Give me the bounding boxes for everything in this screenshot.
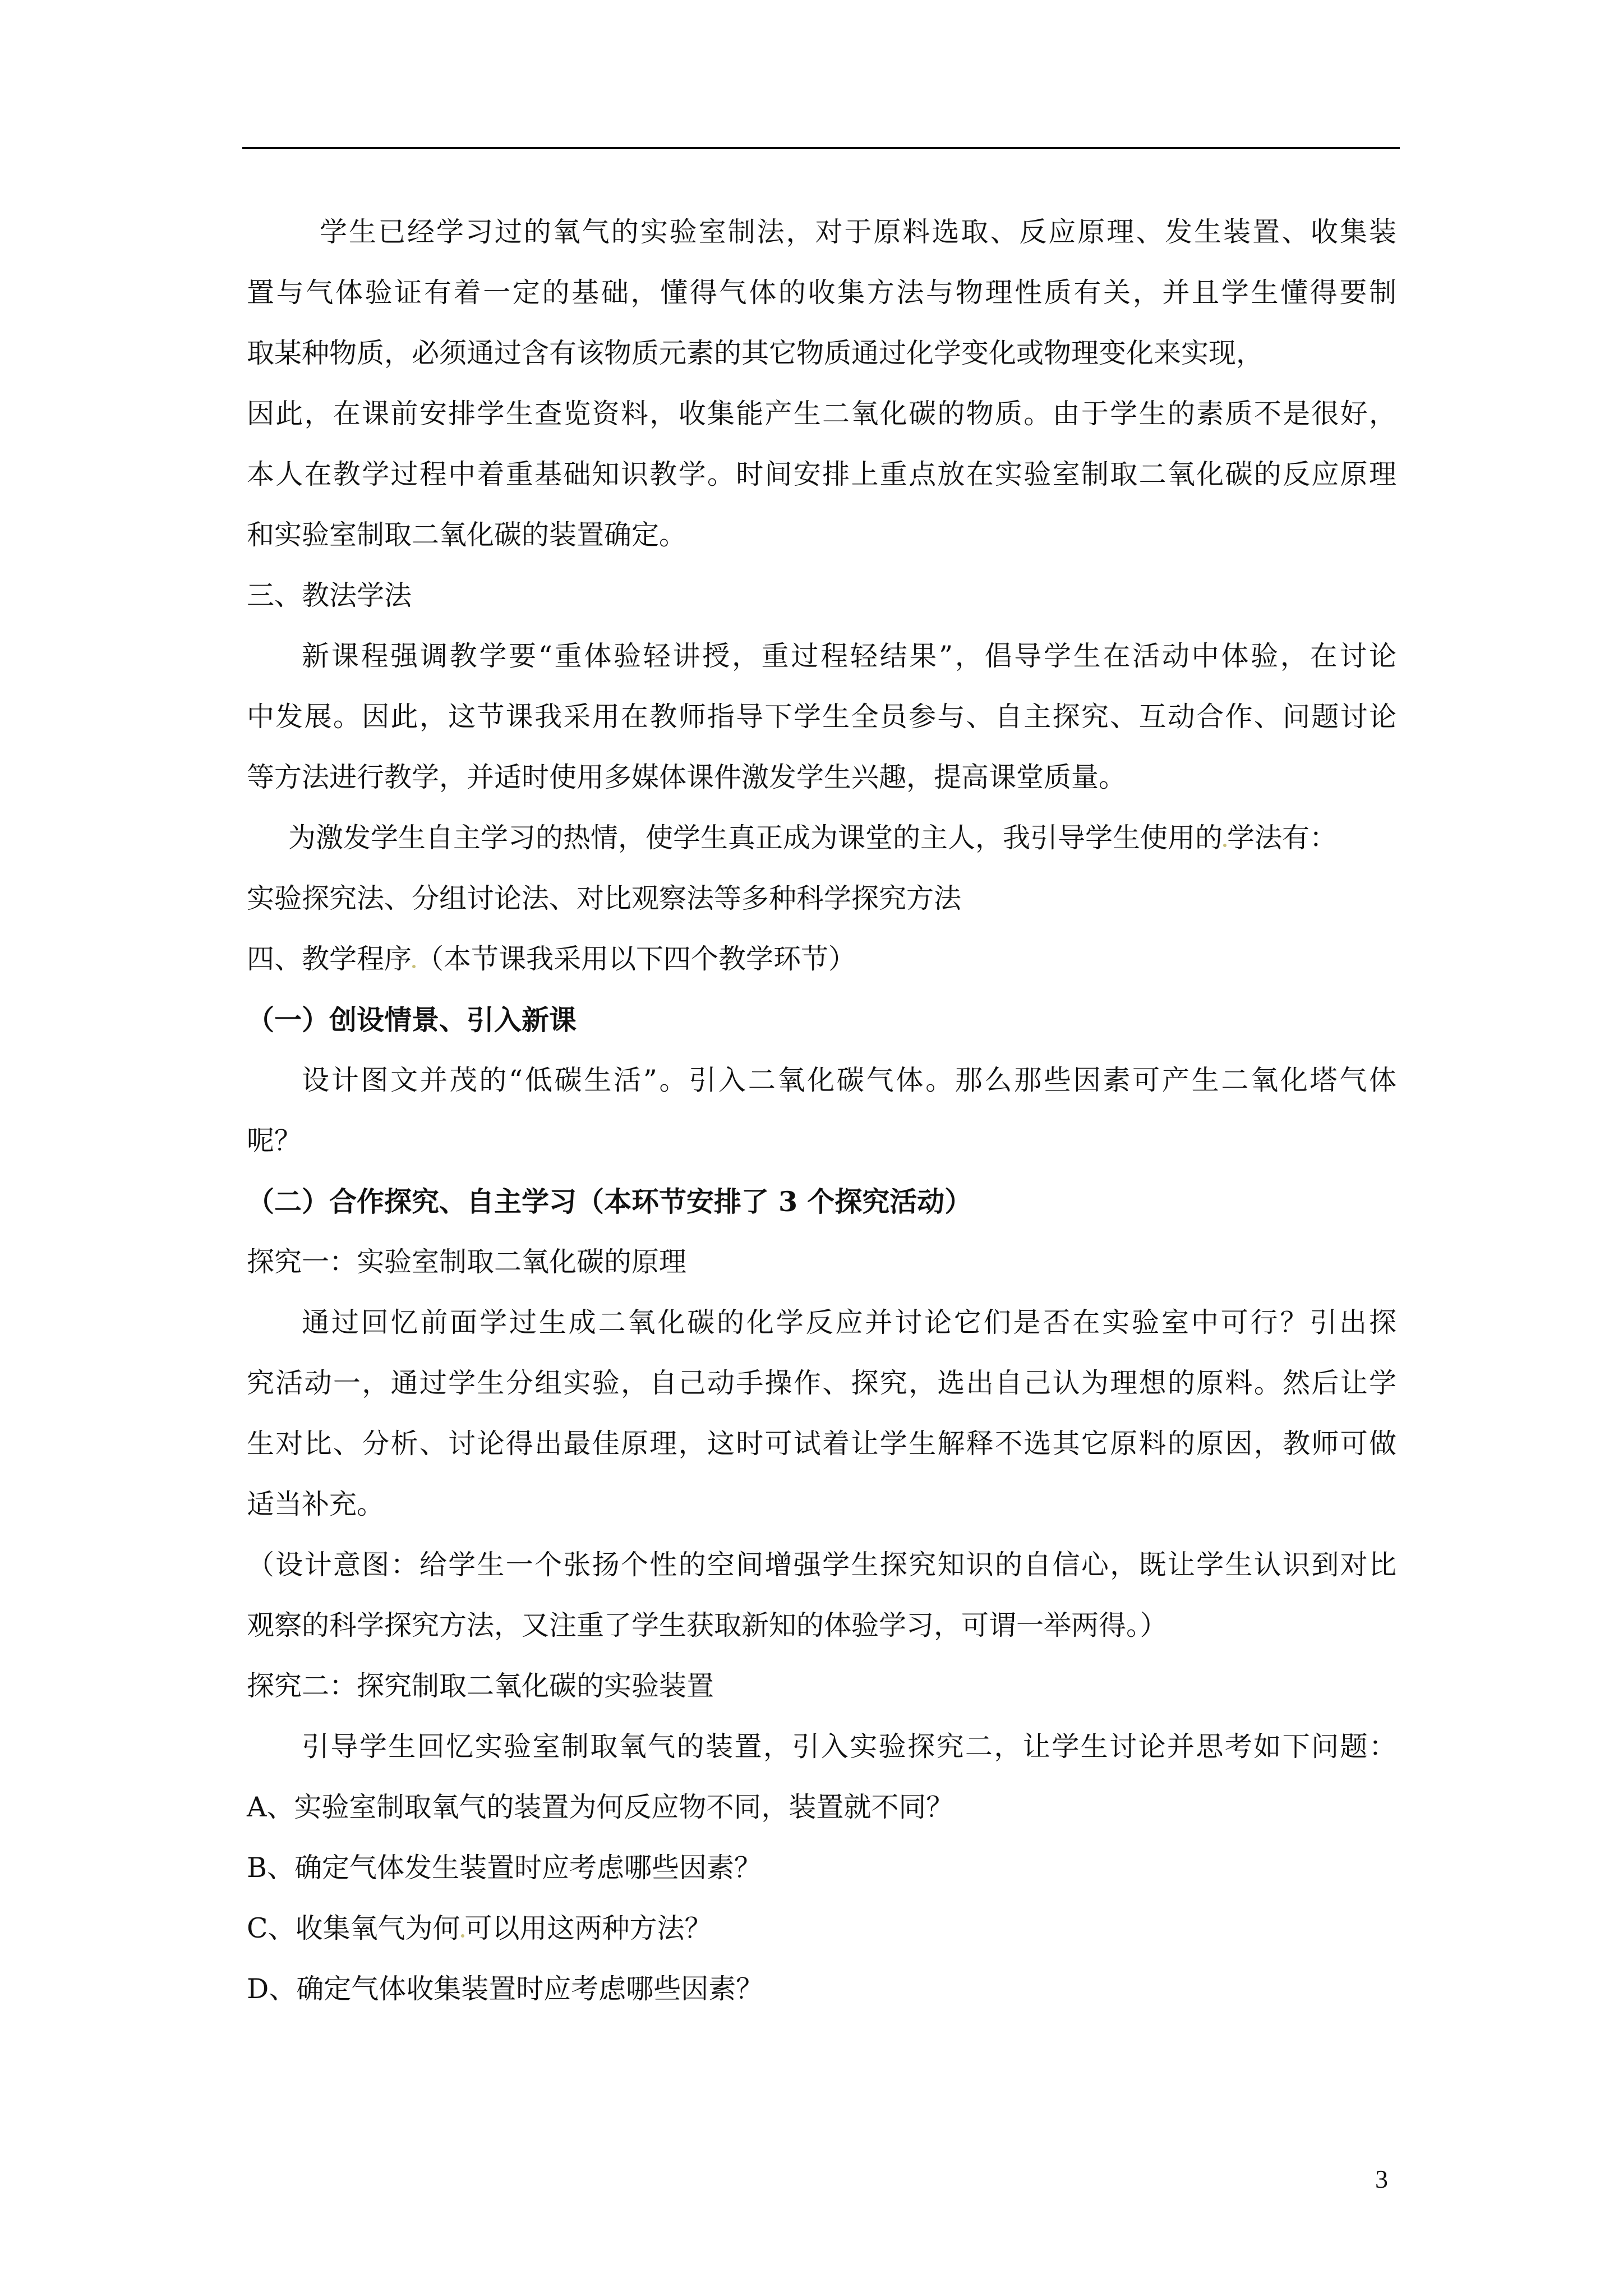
paragraph-text: 学法有：	[1227, 822, 1338, 854]
paragraph-line: 和实验室制取二氧化碳的装置确定。	[247, 519, 687, 551]
paragraph-line: 取某种物质，必须通过含有该物质元素的其它物质通过化学变化或物理变化来实现，	[247, 337, 1264, 369]
paragraph-line: 学生已经学习过的氧气的实验室制法，对于原料选取、反应原理、发生装置、收集装	[320, 216, 1396, 248]
paragraph-line: 观察的科学探究方法，又注重了学生获取新知的体验学习，可谓一举两得。）	[247, 1609, 1168, 1641]
paragraph-line: 因此，在课前安排学生查览资料，收集能产生二氧化碳的物质。由于学生的素质不是很好，	[247, 398, 1396, 430]
stray-mark	[1223, 844, 1227, 847]
section-heading-text: 四、教学程序	[247, 943, 412, 975]
paragraph-line: 新课程强调教学要“重体验轻讲授，重过程轻结果”，倡导学生在活动中体验，在讨论	[302, 640, 1396, 672]
page-number: 3	[1375, 2165, 1388, 2193]
activity-heading: 探究一：实验室制取二氧化碳的原理	[247, 1246, 687, 1278]
subsection-heading: （一）创设情景、引入新课	[247, 1004, 577, 1036]
stray-mark	[461, 1934, 464, 1938]
document-body	[247, 202, 1396, 2019]
question-c-text: C、收集氧气为何	[247, 1912, 460, 1944]
activity-heading: 探究二：探究制取二氧化碳的实验装置	[247, 1670, 714, 1702]
subsection-heading: （二）合作探究、自主学习（本环节安排了 3 个探究活动）	[247, 1185, 972, 1218]
header-rule	[242, 147, 1400, 149]
paragraph-line: （设计意图：给学生一个张扬个性的空间增强学生探究知识的自信心，既让学生认识到对比	[247, 1549, 1396, 1581]
section-heading: 三、教法学法	[247, 579, 412, 611]
section-heading-note: （本节课我采用以下四个教学环节）	[416, 943, 856, 975]
paragraph-line	[247, 808, 1396, 868]
question-a: A、实验室制取氧气的装置为何反应物不同，装置就不同？	[247, 1791, 954, 1823]
section-heading	[247, 929, 1396, 990]
paragraph-line: 等方法进行教学，并适时使用多媒体课件激发学生兴趣，提高课堂质量。	[247, 761, 1127, 793]
paragraph-line: 本人在教学过程中着重基础知识教学。时间安排上重点放在实验室制取二氧化碳的反应原理	[247, 458, 1396, 490]
paragraph-line: 置与气体验证有着一定的基础，懂得气体的收集方法与物理性质有关，并且学生懂得要制	[247, 277, 1396, 309]
question-c	[247, 1898, 1396, 1959]
paragraph-line: 适当补充。	[247, 1488, 385, 1520]
paragraph-line: 引导学生回忆实验室制取氧气的装置，引入实验探究二，让学生讨论并思考如下问题：	[302, 1731, 1396, 1763]
paragraph-line: 究活动一，通过学生分组实验，自己动手操作、探究，选出自己认为理想的原料。然后让学	[247, 1367, 1396, 1399]
paragraph-text: 为激发学生自主学习的热情，使学生真正成为课堂的主人，我引导学生使用的	[288, 822, 1223, 854]
paragraph-line: 生对比、分析、讨论得出最佳原理，这时可试着让学生解释不选其它原料的原因，教师可做	[247, 1428, 1396, 1460]
question-d: D、确定气体收集装置时应考虑哪些因素？	[247, 1973, 764, 2005]
paragraph-line: 通过回忆前面学过生成二氧化碳的化学反应并讨论它们是否在实验室中可行？引出探	[302, 1306, 1396, 1338]
question-c-text: 可以用这两种方法？	[464, 1912, 712, 1944]
stray-mark	[412, 965, 416, 968]
paragraph-line: 设计图文并茂的“低碳生活”。引入二氧化碳气体。那么那些因素可产生二氧化塔气体	[302, 1064, 1396, 1096]
paragraph-line: 呢？	[247, 1125, 302, 1157]
paragraph-line: 中发展。因此，这节课我采用在教师指导下学生全员参与、自主探究、互动合作、问题讨论	[247, 701, 1396, 733]
paragraph-line: 实验探究法、分组讨论法、对比观察法等多种科学探究方法	[247, 882, 962, 914]
question-b: B、确定气体发生装置时应考虑哪些因素？	[247, 1852, 762, 1884]
